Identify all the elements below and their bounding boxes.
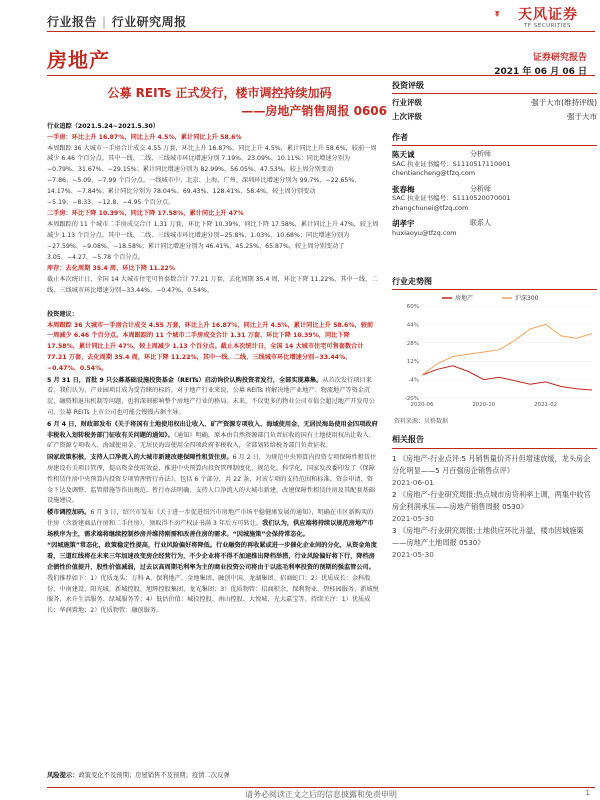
analyst-card	[392, 150, 597, 179]
series-line-0	[422, 366, 592, 390]
analyst-card	[392, 185, 597, 214]
reits-body: 从首次发行项目来看，我们认为，产业园项目成为受青睐的标的。对于地产行业来说，公募 REITs 将解决地产业地产、物流地产等资金沉淀、融资和退出机制等问题，也将深刻影响整个房地产行业的格局。未来，不仅更多的物业公司市值会超过地产开发母公司，公募 REITs 上市公司也可能会慢慢占据主导。	[47, 376, 375, 416]
section-resale-title: 二手房：环比下降 10.39%，同比下降 17.58%，累计同比上升 47%	[47, 210, 244, 218]
rating-key-current: 行业评级	[392, 98, 422, 107]
analyst-name: 张春梅	[392, 184, 415, 194]
trend-title: 行业走势图	[392, 276, 597, 290]
analyst-name: 陈天诚	[392, 150, 415, 159]
spacer	[47, 298, 379, 310]
related-report-3-date: 2021-05-30	[392, 550, 434, 559]
policy-body: 行业融资的再收紧或进一步催化企业间的分化，从资金角度看，三道红线将在未来三年加速改变房企经营行为，不少企业将不得不加速推出降档举措，行业风险偏好将下行，降档房企债性价值提升，股性价值减弱，过去以高周期毛利率为主的商业投资公司将由于以底毛利率投资的预期的强监管公司。	[47, 542, 377, 572]
analyst-cert: SAC 执业证书编号：S1110520070001	[392, 194, 511, 202]
footer-divider	[47, 787, 595, 788]
risk-label: 风险提示：	[47, 772, 79, 779]
section-new-home-title: 一手房：环比上升 16.87%，同比上升 4.5%，累计同比上升 58.6%	[47, 133, 242, 141]
main-content	[47, 122, 379, 618]
y-tick-label: 12%	[406, 359, 419, 366]
analyst-email: zhangchunei@tfzq.com	[392, 203, 469, 212]
tag-separator: |	[102, 15, 107, 29]
x-tick-label: 2020-10	[472, 402, 496, 408]
disclaimer: 请务必阅读正文之后的信息披露和免责申明	[245, 790, 397, 799]
headline	[52, 84, 387, 120]
analyst-role: 分析师	[470, 150, 491, 158]
related-report-2[interactable]: 2 《房地产-行业研究周报:热点城市房贷利率上调，两集中收官房企利润承压——房地产销售周报 0530》	[392, 490, 591, 511]
market-control-body: 6 月 3 日，绍兴市发布《关于进一步促进绍兴市房地产市场平稳健康发展的通知》，明确在市区新购买的住房（含新建商品住房和二手住房），须取得不动产权证书满 3 年后方可转让。	[47, 509, 374, 527]
industry-trend-chart	[392, 292, 597, 412]
market-control-tail: “因城施策”会保持常态化。	[232, 530, 309, 538]
section-resale-body: 本周跟踪的 11 个城市二手房成交合计 1.31 万套，环比下降 10.39%，同比下降 17.58%，累计同比上升 47%，较上周减少 1.13 个百分点。其中一线、二线、三线城市环比增速分别−25.8%、1.03%、10.68%；同比增速分别为−27.59%、−9.08%、−18.58%；累计同比增速分别为 46.41%、45.25%、65.87%，较上周分别变动了 3.05、−4.27、−5.78 个百分点。	[47, 221, 379, 261]
rental-policy-head: 国家政策积极，支持人口净流入的大城市新建改建保障性租赁住房。	[47, 454, 233, 462]
headline-line1: 公募 REITs 正式发行，楼市调控持续加码	[107, 86, 332, 100]
logo-en-text: TF SECURITIES	[524, 23, 571, 29]
rating-value-current: 强于大市(维持评级)	[531, 98, 597, 107]
market-control-head: 楼市调控加码。	[47, 509, 91, 517]
section-new-home-body: 本周跟踪 36 大城市一手房合计成交 4.55 万套，环比上升 16.87%，同比上升 4.5%，累计同比上升 58.6%，较前一周减少 6.46 个百分点。其中一线、二线、三线城市环比增速分别 7.19%、23.09%、10.11%；同比增速分别为−0.79%、31.67%、−29.15%；累计同比增速分别为 82.99%、56.05%、47.53%，较上周分别变动−7.86、−5.09、−7.99 个百分点。一线城市中，北京、上海、广州、深圳环比增速分别为 99.7%、−22.65%、14.17%、−7.84%；累计同比分别为 78.04%、69.43%、128.41%、58.4%，较上周分别变动−5.19、−8.33、−12.8、−4.95 个百分点。	[47, 144, 377, 206]
title-divider	[47, 75, 595, 76]
rating-value-previous: 强于大市	[567, 112, 597, 121]
recommendations: 我们推荐如下：1）优质龙头：万科 A、保利地产、金地集团、融创中国、龙湖集团、招商蛇口；2）优质成长：金科股份、中南建设、阳光城、新城控股、旭辉控股集团、龙光集团；3）优质物管：招商积余、保利物业、碧桂园服务、新城悦服务、永升生活服务、绿城服务等；4）低估价值：城投控股、南山控股、大悦城、光大嘉宝等。持续关注：1）优质成长：华润置地；2）优质物管：融创服务。	[47, 574, 379, 615]
y-tick-label: 28%	[406, 340, 419, 347]
analyst-card	[392, 219, 597, 238]
related-title: 相关报告	[392, 434, 597, 449]
related-report-1[interactable]: 1 《房地产-行业点评:5 月销售量价齐升但增速放缓，龙头房企分化明显——5 月百强房企销售点评》	[392, 454, 591, 475]
report-date: 2021 年 06 月 06 日	[494, 67, 587, 77]
invest-body: 本周跟踪 36 大城市一手房合计成交 4.55 万套，环比上升 16.87%，同比上升 4.5%，累计同比上升 58.6%，较前一周减少 6.46 个百分点。本周跟踪的 11 个城市二手房成交合计 1.31 万套，环比下降 10.39%，同比下降 17.58%，累计同比上升 47%，较上周减少 1.13 个百分点。截止本次统计日，全国 14 大城市住宅可售套数合计 77.21 万套，去化周期 35.4 周，环比下降 11.22%，其中一线、二线、三线城市环比增速分别−33.44%、−0.47%、0.54%。	[47, 321, 374, 372]
invest-label: 投资建议：	[47, 310, 78, 318]
authors-title: 作者	[392, 132, 597, 146]
reits-head: 5 月 31 日，首批 9 只公募基础设施投资基金（REITs）启动询价认购投资者发行，全部实现募集。	[47, 376, 323, 384]
rating-key-previous: 上次评级	[392, 112, 422, 121]
section-inventory-body: 截止本次统计日，全国 14 大城市住宅可售套数合计 77.21 万套，去化周期 35.4 周，环比下降 11.22%，其中一线、二线、三线城市环比增速分别−33.44%、−0.47%、0.54%。	[47, 276, 378, 294]
y-tick-label: -4%	[408, 377, 419, 384]
risk-body: 政策变化不及预期；房屋销售不及预期；疫情二次反弹	[78, 772, 230, 779]
authors-panel	[392, 132, 597, 238]
y-tick-label: 60%	[406, 304, 419, 310]
logo-text: 天风证券	[518, 7, 578, 23]
x-tick-label: 2020-06	[410, 402, 434, 408]
related-reports	[392, 434, 597, 561]
rating-title: 投资评级	[392, 80, 597, 94]
analyst-role: 联系人	[470, 219, 491, 227]
y-tick-label: 44%	[406, 322, 419, 329]
header-divider	[47, 31, 595, 32]
policy-head: “因城施策”常态化，政策稳定性提高，行业风险偏好将降低。	[47, 542, 217, 550]
trend-panel	[392, 276, 597, 290]
related-report-1-date: 2021-06-01	[392, 478, 434, 487]
chart-source: 资料来源：贝格数据	[394, 418, 449, 425]
x-tick-label: 2021-02	[534, 402, 558, 408]
risk-note	[47, 770, 230, 779]
tag-industry-report: 行业报告	[47, 15, 98, 29]
tracking-label: 行业追踪（2021.5.24~2021.5.30）	[47, 123, 159, 130]
tag-weekly: 行业研究周报	[111, 15, 187, 29]
market-control-body2: 我们认为，供应端将持续以规范房地产市场秩序为主，需求端将继续控制炒房并维持刚需和改善住房的需求。	[47, 519, 374, 538]
tax-notice-head: 6 月 4 日，财政部发布《关于将国有土地使用权出让收入、矿产资源专项收入、海域使用金、无居民海岛使用金四项政府非税收入划转税务部门征收有关问题的通知》。	[47, 420, 378, 439]
analyst-name: 胡孝宇	[392, 219, 415, 228]
analyst-email: chentiancheng@tfzq.com	[392, 169, 476, 177]
analyst-role: 分析师	[470, 184, 491, 193]
analyst-email: huxiaoyu@tfzq.com	[392, 228, 457, 237]
report-tags	[47, 13, 187, 30]
analyst-cert: SAC 执业证书编号：S1110517110001	[392, 159, 511, 168]
report-type: 证券研究报告	[532, 53, 587, 63]
page-title: 房地产	[47, 48, 110, 72]
tax-notice-body: 《通知》明确，原本由自然资源部门负责征收的国有土地使用权出让收入、矿产资源专项收入、海域使用金、无居民海岛使用金四项政府非税收入，全部划转给税务部门负责征收。	[47, 431, 375, 450]
rating-panel	[392, 80, 597, 122]
tf-securities-logo	[494, 2, 518, 28]
related-report-3[interactable]: 3 《房地产-行业研究周报:土地供应环比升温，楼市因城施策——房地产土地周报 0530》	[392, 526, 584, 547]
legend-label: 沪深300	[515, 295, 539, 302]
legend-label: 房地产	[455, 295, 474, 302]
rental-policy-body: 6 月 2 日，为规范中央预算内投资专项保障性租赁住房建设有关项目管理，提高资金使用效益，推进中央预算内投资管理制度化、规范化、科学化，国家发改委印发了《保障性租赁住房中央预算内投资专项管理暂行办法》，包括 6 个部分，共 22 条，对该专项的支持范围和标准、资金申请、资金下达及调整、监管措施等作出规范。暂行办法明确，支持人口净流入的大城市新建、改建保障性租赁住房及其配套基础设施建设。	[47, 454, 377, 505]
related-report-2-date: 2021-05-30	[392, 514, 434, 523]
section-inventory-title: 库存：去化周期 35.4 周，环比下降 11.22%	[47, 265, 175, 273]
y-tick-label: -20%	[404, 396, 419, 402]
page-number: 1	[585, 789, 590, 797]
headline-line2: ——房地产销售周报 0606	[241, 104, 387, 118]
